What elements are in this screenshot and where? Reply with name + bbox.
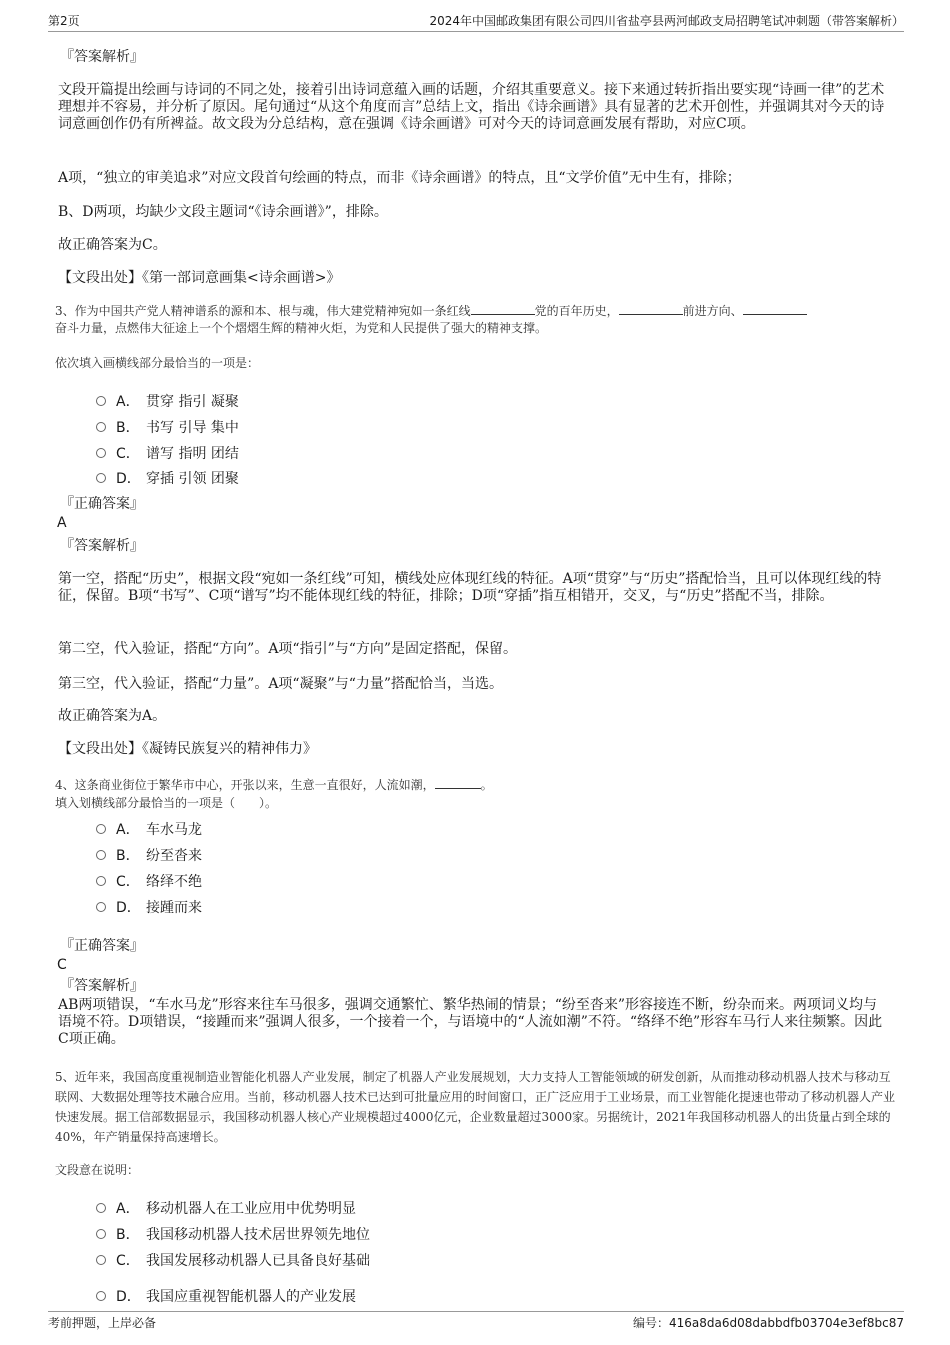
q3-analysis-p1: 第一空，搭配“历史”，根据文段“宛如一条红线”可知，横线处应体现红线的特征。A项“贯穿”与“历史”搭配恰当，且可以体现红线的特征，保留。B项“书写”、C项“谱写”均不能体现红线的特征，排除；D项“穿插”指互相错开，交叉，与“历史”搭配不当，排除。 [58, 571, 882, 604]
q4-correct-answer: C [57, 957, 67, 973]
q5-option-d[interactable]: D． 我国应重视智能机器人的产业发展 [96, 1286, 356, 1306]
radio-icon[interactable] [96, 824, 106, 834]
q3-correct-label: 『正确答案』 [60, 496, 144, 512]
q3-analysis-p2: 第二空，代入验证，搭配“方向”。A项“指引”与“方向”是固定搭配，保留。 [58, 641, 518, 657]
header-divider [48, 31, 904, 32]
q3-option-b[interactable]: B． 书写 引导 集中 [96, 417, 239, 437]
q2-analysis-p3: B、D两项，均缺少文段主题词“《诗余画谱》”，排除。 [58, 204, 388, 220]
radio-icon[interactable] [96, 1229, 106, 1239]
radio-icon[interactable] [96, 1291, 106, 1301]
q3-analysis-p3: 第三空，代入验证，搭配“力量”。A项“凝聚”与“力量”搭配恰当，当选。 [58, 676, 504, 692]
q4-option-a[interactable]: A． 车水马龙 [96, 819, 202, 839]
radio-icon[interactable] [96, 448, 106, 458]
footer-divider [48, 1311, 904, 1312]
radio-icon[interactable] [96, 1203, 106, 1213]
q4-correct-label: 『正确答案』 [60, 938, 144, 954]
q4-option-c[interactable]: C． 络绎不绝 [96, 871, 202, 891]
page-number: 第2页 [48, 14, 80, 28]
q3-option-c[interactable]: C． 谱写 指明 团结 [96, 443, 239, 463]
q4-analysis-label: 『答案解析』 [60, 978, 144, 994]
q4-option-d[interactable]: D． 接踵而来 [96, 897, 202, 917]
document-code: 编号：416a8da6d08dabbdfb03704e3ef8bc87 [633, 1316, 904, 1330]
radio-icon[interactable] [96, 902, 106, 912]
q5-option-c[interactable]: C． 我国发展移动机器人已具备良好基础 [96, 1250, 370, 1270]
q3-source: 【文段出处】《凝铸民族复兴的精神伟力》 [58, 741, 317, 757]
q5-option-a[interactable]: A． 移动机器人在工业应用中优势明显 [96, 1198, 356, 1218]
q4-prompt: 填入划横线部分最恰当的一项是（ ）。 [55, 796, 278, 810]
q3-option-a[interactable]: A． 贯穿 指引 凝聚 [96, 391, 239, 411]
radio-icon[interactable] [96, 876, 106, 886]
q5-option-b[interactable]: B． 我国移动机器人技术居世界领先地位 [96, 1224, 370, 1244]
radio-icon[interactable] [96, 850, 106, 860]
q3-correct-answer: A [57, 515, 67, 531]
footer-slogan: 考前押题，上岸必备 [48, 1316, 157, 1330]
q5-prompt: 文段意在说明： [55, 1163, 140, 1177]
page-header [48, 12, 904, 32]
radio-icon[interactable] [96, 396, 106, 406]
q2-source: 【文段出处】《第一部词意画集<诗余画谱>》 [58, 270, 341, 286]
q4-analysis-p1: AB两项错误，“车水马龙”形容来往车马很多，强调交通繁忙、繁华热闹的情景；“纷至沓来”形容接连不断，纷杂而来。两项词义均与语境不符。D项错误，“接踵而来”强调人很多，一个接着一个，与语境中的“人流如潮”不符。“络绎不绝”形容车马行人来往频繁。因此C项正确。 [58, 997, 883, 1047]
q2-analysis-p1: 文段开篇提出绘画与诗词的不同之处，接着引出诗词意蕴入画的话题，介绍其重要意义。接下来通过转折指出要实现“诗画一律”的艺术理想并不容易，并分析了原因。尾句通过“从这个角度而言”总结上文，指出《诗余画谱》具有显著的艺术开创性，并强调其对今天的诗词意画创作仍有所裨益。故文段为分总结构，意在强调《诗余画谱》可对今天的诗词意画发展有帮助，对应C项。 [58, 82, 885, 132]
q3-prompt: 依次填入画横线部分最恰当的一项是： [55, 356, 260, 370]
q3-stem: 3、作为中国共产党人精神谱系的源和本、根与魂，伟大建党精神宛如一条红线 党的百年历史， 前进方向、 奋斗力量，点燃伟大征途上一个个熠熠生辉的精神火炬，为党和人民提供了强大的精神支撑。 [55, 302, 895, 337]
q3-analysis-label: 『答案解析』 [60, 538, 144, 554]
radio-icon[interactable] [96, 473, 106, 483]
radio-icon[interactable] [96, 1255, 106, 1265]
q2-analysis-p4: 故正确答案为C。 [58, 237, 167, 253]
q4-stem: 4、这条商业街位于繁华市中心，开张以来，生意一直很好，人流如潮， 。 [55, 778, 493, 792]
radio-icon[interactable] [96, 422, 106, 432]
document-title: 2024年中国邮政集团有限公司四川省盐亭县两河邮政支局招聘笔试冲刺题（带答案解析） [429, 14, 904, 28]
q2-analysis-label: 『答案解析』 [60, 49, 144, 65]
q4-option-b[interactable]: B． 纷至沓来 [96, 845, 202, 865]
q3-analysis-p4: 故正确答案为A。 [58, 708, 167, 724]
q3-option-d[interactable]: D． 穿插 引领 团聚 [96, 468, 239, 488]
q2-analysis-p2: A项，“独立的审美追求”对应文段首句绘画的特点，而非《诗余画谱》的特点，且“文学价值”无中生有，排除； [58, 170, 741, 186]
q5-stem: 5、近年来，我国高度重视制造业智能化机器人产业发展，制定了机器人产业发展规划，大力支持人工智能领域的研发创新，从而推动移动机器人技术与移动互联网、大数据处理等技术融合应用。当前，移动机器人技术已达到可批量应用的时间窗口，正广泛应用于工业场景，而工业智能化提速也带动了移动机器人产业快速发展。据工信部数据显示，我国移动机器人核心产业规模超过4000亿元，企业数量超过3000家。另据统计，2021年我国移动机器人的出货量占到全球的40%，年产销量保持高速增长。 [55, 1070, 896, 1144]
